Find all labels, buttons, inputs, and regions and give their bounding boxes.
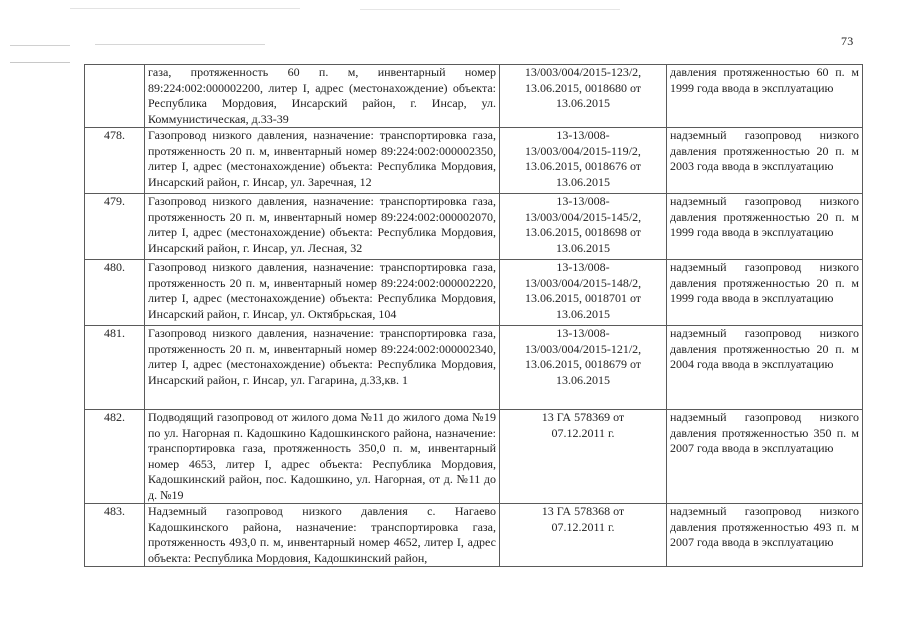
table-row bbox=[85, 260, 863, 326]
object-note: надземный газопровод низкого давления протяженностью 20 п. м 2004 года ввода в эксплуатацию bbox=[667, 326, 863, 410]
registration-details: 13/003/004/2015-123/2, 13.06.2015, 0018680 от 13.06.2015 bbox=[500, 65, 667, 128]
object-note: надземный газопровод низкого давления протяженностью 350 п. м 2007 года ввода в эксплуатацию bbox=[667, 410, 863, 504]
object-note: надземный газопровод низкого давления протяженностью 20 п. м 2003 года ввода в эксплуатацию bbox=[667, 128, 863, 194]
scan-artifact-line bbox=[10, 45, 70, 46]
scan-artifact-line bbox=[360, 9, 620, 10]
registration-details: 13-13/008- 13/003/004/2015-121/2, 13.06.2015, 0018679 от 13.06.2015 bbox=[500, 326, 667, 410]
table-row bbox=[85, 326, 863, 410]
table-row bbox=[85, 128, 863, 194]
scan-artifact-line bbox=[10, 62, 70, 63]
table-row bbox=[85, 504, 863, 567]
object-description: Газопровод низкого давления, назначение: транспортировка газа, протяженность 20 п. м, инвентарный номер 89:224:002:000002350, литер I, адрес (местонахождение) объекта: Республика Мордовия, Инсарский район, г. Инсар, ул. Заречная, 12 bbox=[145, 128, 500, 194]
registration-details: 13-13/008- 13/003/004/2015-148/2, 13.06.2015, 0018701 от 13.06.2015 bbox=[500, 260, 667, 326]
registration-details: 13 ГА 578369 от 07.12.2011 г. bbox=[500, 410, 667, 504]
object-description: Газопровод низкого давления, назначение: транспортировка газа, протяженность 20 п. м, инвентарный номер 89:224:002:000002340, литер I, адрес (местонахождение) объекта: Республика Мордовия, Инсарский район, г. Инсар, ул. Гагарина, д.33,кв. 1 bbox=[145, 326, 500, 410]
scan-artifact-line bbox=[70, 8, 300, 9]
row-number: 481. bbox=[85, 326, 145, 410]
registration-details: 13 ГА 578368 от 07.12.2011 г. bbox=[500, 504, 667, 567]
row-number: 479. bbox=[85, 194, 145, 260]
page-number: 73 bbox=[841, 34, 854, 48]
row-number: 478. bbox=[85, 128, 145, 194]
object-description: Подводящий газопровод от жилого дома №11 до жилого дома №19 по ул. Нагорная п. Кадошкино Кадошкинского района, назначение: транспортировка газа, протяженность 350,0 п. м, инвентарный номер 4653, литер I, адрес объекта: Республика Мордовия, Кадошкинский район, пос. Кадошкино, ул. Нагорная, от д. №11 до д. №19 bbox=[145, 410, 500, 504]
registration-details: 13-13/008- 13/003/004/2015-145/2, 13.06.2015, 0018698 от 13.06.2015 bbox=[500, 194, 667, 260]
registration-details: 13-13/008- 13/003/004/2015-119/2, 13.06.2015, 0018676 от 13.06.2015 bbox=[500, 128, 667, 194]
object-note: надземный газопровод низкого давления протяженностью 20 п. м 1999 года ввода в эксплуатацию bbox=[667, 194, 863, 260]
gas-pipeline-registry-table bbox=[84, 64, 863, 567]
object-description: газа, протяженность 60 п. м, инвентарный номер 89:224:002:000002200, литер I, адрес (местонахождение) объекта: Республика Мордовия, Инсарский район, г. Инсар, ул. Коммунистическая, д.33-39 bbox=[145, 65, 500, 128]
object-note: надземный газопровод низкого давления протяженностью 493 п. м 2007 года ввода в эксплуатацию bbox=[667, 504, 863, 567]
object-note: надземный газопровод низкого давления протяженностью 20 п. м 1999 года ввода в эксплуатацию bbox=[667, 260, 863, 326]
table-row bbox=[85, 194, 863, 260]
scan-artifact-line bbox=[95, 44, 265, 45]
row-number bbox=[85, 65, 145, 128]
object-note: давления протяженностью 60 п. м 1999 года ввода в эксплуатацию bbox=[667, 65, 863, 128]
table-row bbox=[85, 410, 863, 504]
row-number: 483. bbox=[85, 504, 145, 567]
object-description: Газопровод низкого давления, назначение: транспортировка газа, протяженность 20 п. м, инвентарный номер 89:224:002:000002220, литер I, адрес (местонахождение) объекта: Республика Мордовия, Инсарский район, г. Инсар, ул. Октябрьская, 104 bbox=[145, 260, 500, 326]
row-number: 480. bbox=[85, 260, 145, 326]
row-number: 482. bbox=[85, 410, 145, 504]
object-description: Надземный газопровод низкого давления с. Нагаево Кадошкинского района, назначение: транспортировка газа, протяженность 493,0 п. м, инвентарный номер 4652, литер I, адрес объекта: Республика Мордовия, Кадошкинский район, bbox=[145, 504, 500, 567]
object-description: Газопровод низкого давления, назначение: транспортировка газа, протяженность 20 п. м, инвентарный номер 89:224:002:000002070, литер I, адрес (местонахождение) объекта: Республика Мордовия, Инсарский район, г. Инсар, ул. Лесная, 32 bbox=[145, 194, 500, 260]
table-row bbox=[85, 65, 863, 128]
